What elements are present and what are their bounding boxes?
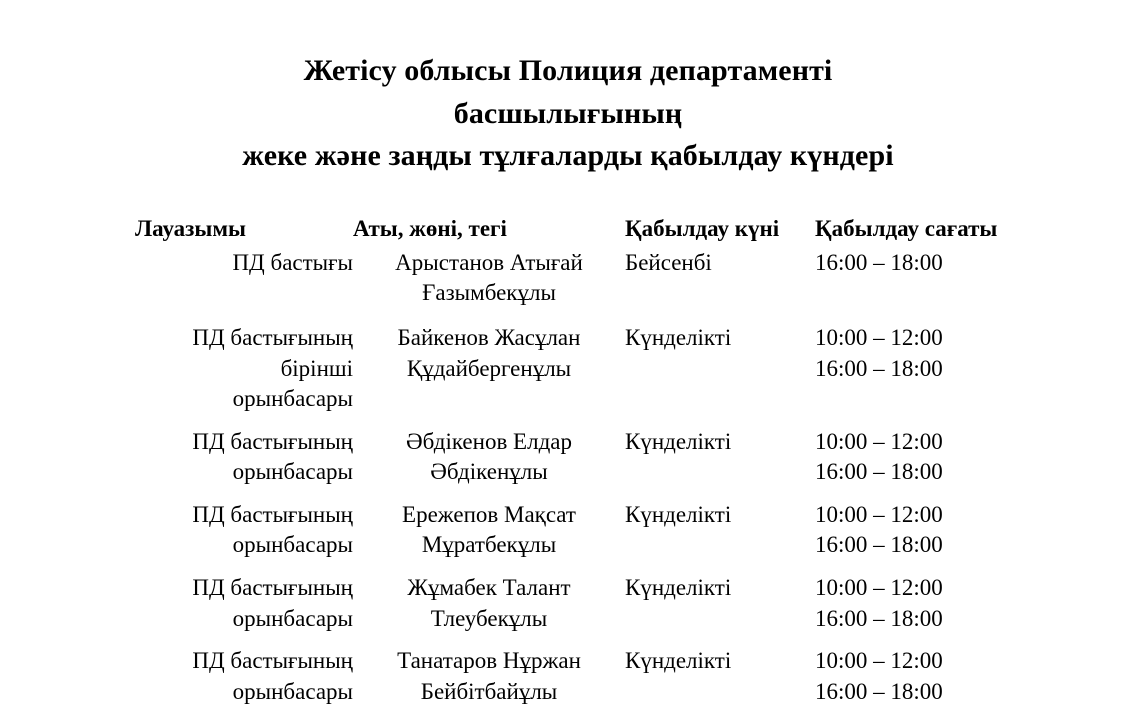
cell-hours (815, 427, 1055, 500)
cell-hours (815, 248, 1055, 323)
schedule-table (135, 216, 1055, 720)
name-line: Әбдікенов Елдар (406, 428, 572, 454)
cell-day: Күнделікті (625, 501, 732, 527)
name-line: Байкенов Жасұлан (397, 324, 581, 350)
cell-day: Күнделікті (625, 648, 732, 674)
name-line: Танатаров Нұржан (397, 648, 581, 674)
column-header-name: Аты, жөні, тегі (353, 215, 507, 241)
table-header (135, 216, 1055, 248)
cell-name (353, 427, 625, 500)
name-line: Мұратбекұлы (421, 532, 557, 558)
position-line: ПД бастығының (192, 324, 353, 350)
cell-hours (815, 500, 1055, 573)
position-line: ПД бастығының (192, 501, 353, 527)
cell-position (135, 500, 353, 573)
cell-day: Күнделікті (625, 324, 732, 350)
name-line: Жұмабек Талант (407, 574, 571, 600)
cell-name (353, 248, 625, 323)
cell-hours (815, 323, 1055, 427)
table-row (135, 500, 1055, 573)
hours-line: 10:00 – 12:00 (815, 324, 943, 350)
position-line: орынбасары (232, 678, 353, 704)
cell-day: Бейсенбі (625, 249, 712, 275)
schedule-table-wrapper (60, 216, 1076, 720)
table-header-row (135, 216, 1055, 248)
cell-name (353, 500, 625, 573)
name-line: Тлеубекұлы (430, 605, 548, 631)
hours-line: 10:00 – 12:00 (815, 428, 943, 454)
name-line: Арыстанов Атығай (395, 249, 583, 275)
cell-position (135, 573, 353, 646)
cell-position (135, 323, 353, 427)
position-line: ПД бастығының (192, 574, 353, 600)
position-line: орынбасары (232, 532, 353, 558)
hours-line: 16:00 – 18:00 (815, 605, 943, 631)
name-line: Бейбітбайұлы (420, 678, 558, 704)
position-line: ПД бастығы (232, 249, 353, 275)
hours-line: 10:00 – 12:00 (815, 501, 943, 527)
position-line: ПД бастығының (192, 648, 353, 674)
table-row (135, 573, 1055, 646)
cell-position (135, 646, 353, 719)
page-title-line-2: басшылығының (453, 96, 683, 130)
table-row (135, 323, 1055, 427)
page-title-line-1: Жетісу облысы Полиция департаменті (303, 54, 833, 87)
cell-name (353, 646, 625, 719)
table-row (135, 427, 1055, 500)
hours-line: 16:00 – 18:00 (815, 249, 943, 275)
name-line: Құдайбергенұлы (406, 355, 572, 381)
position-line: орынбасары (232, 386, 353, 412)
table-row (135, 646, 1055, 719)
name-line: Әбдікенұлы (430, 459, 548, 485)
page-title (98, 50, 1038, 178)
cell-name (353, 323, 625, 427)
hours-line: 10:00 – 12:00 (815, 648, 943, 674)
cell-hours (815, 573, 1055, 646)
hours-line: 16:00 – 18:00 (815, 459, 943, 485)
hours-line: 16:00 – 18:00 (815, 532, 943, 558)
position-line: орынбасары (232, 605, 353, 631)
column-header-hours: Қабылдау сағаты (815, 215, 998, 241)
page-title-line-3: жеке және заңды тұлғаларды қабылдау күндері (242, 139, 894, 173)
cell-day: Күнделікті (625, 428, 732, 454)
position-line: бірінші (280, 355, 353, 381)
column-header-day: Қабылдау күні (625, 215, 780, 241)
name-line: Ғазымбекұлы (422, 280, 556, 306)
name-line: Ережепов Мақсат (402, 501, 576, 527)
position-line: ПД бастығының (192, 428, 353, 454)
hours-line: 16:00 – 18:00 (815, 355, 943, 381)
cell-name (353, 573, 625, 646)
cell-position (135, 427, 353, 500)
hours-line: 10:00 – 12:00 (815, 574, 943, 600)
cell-hours (815, 646, 1055, 719)
cell-day: Күнделікті (625, 574, 732, 600)
hours-line: 16:00 – 18:00 (815, 678, 943, 704)
cell-position (135, 248, 353, 323)
position-line: орынбасары (232, 459, 353, 485)
column-header-position: Лауазымы (135, 215, 246, 241)
table-row (135, 248, 1055, 323)
table-body (135, 248, 1055, 720)
